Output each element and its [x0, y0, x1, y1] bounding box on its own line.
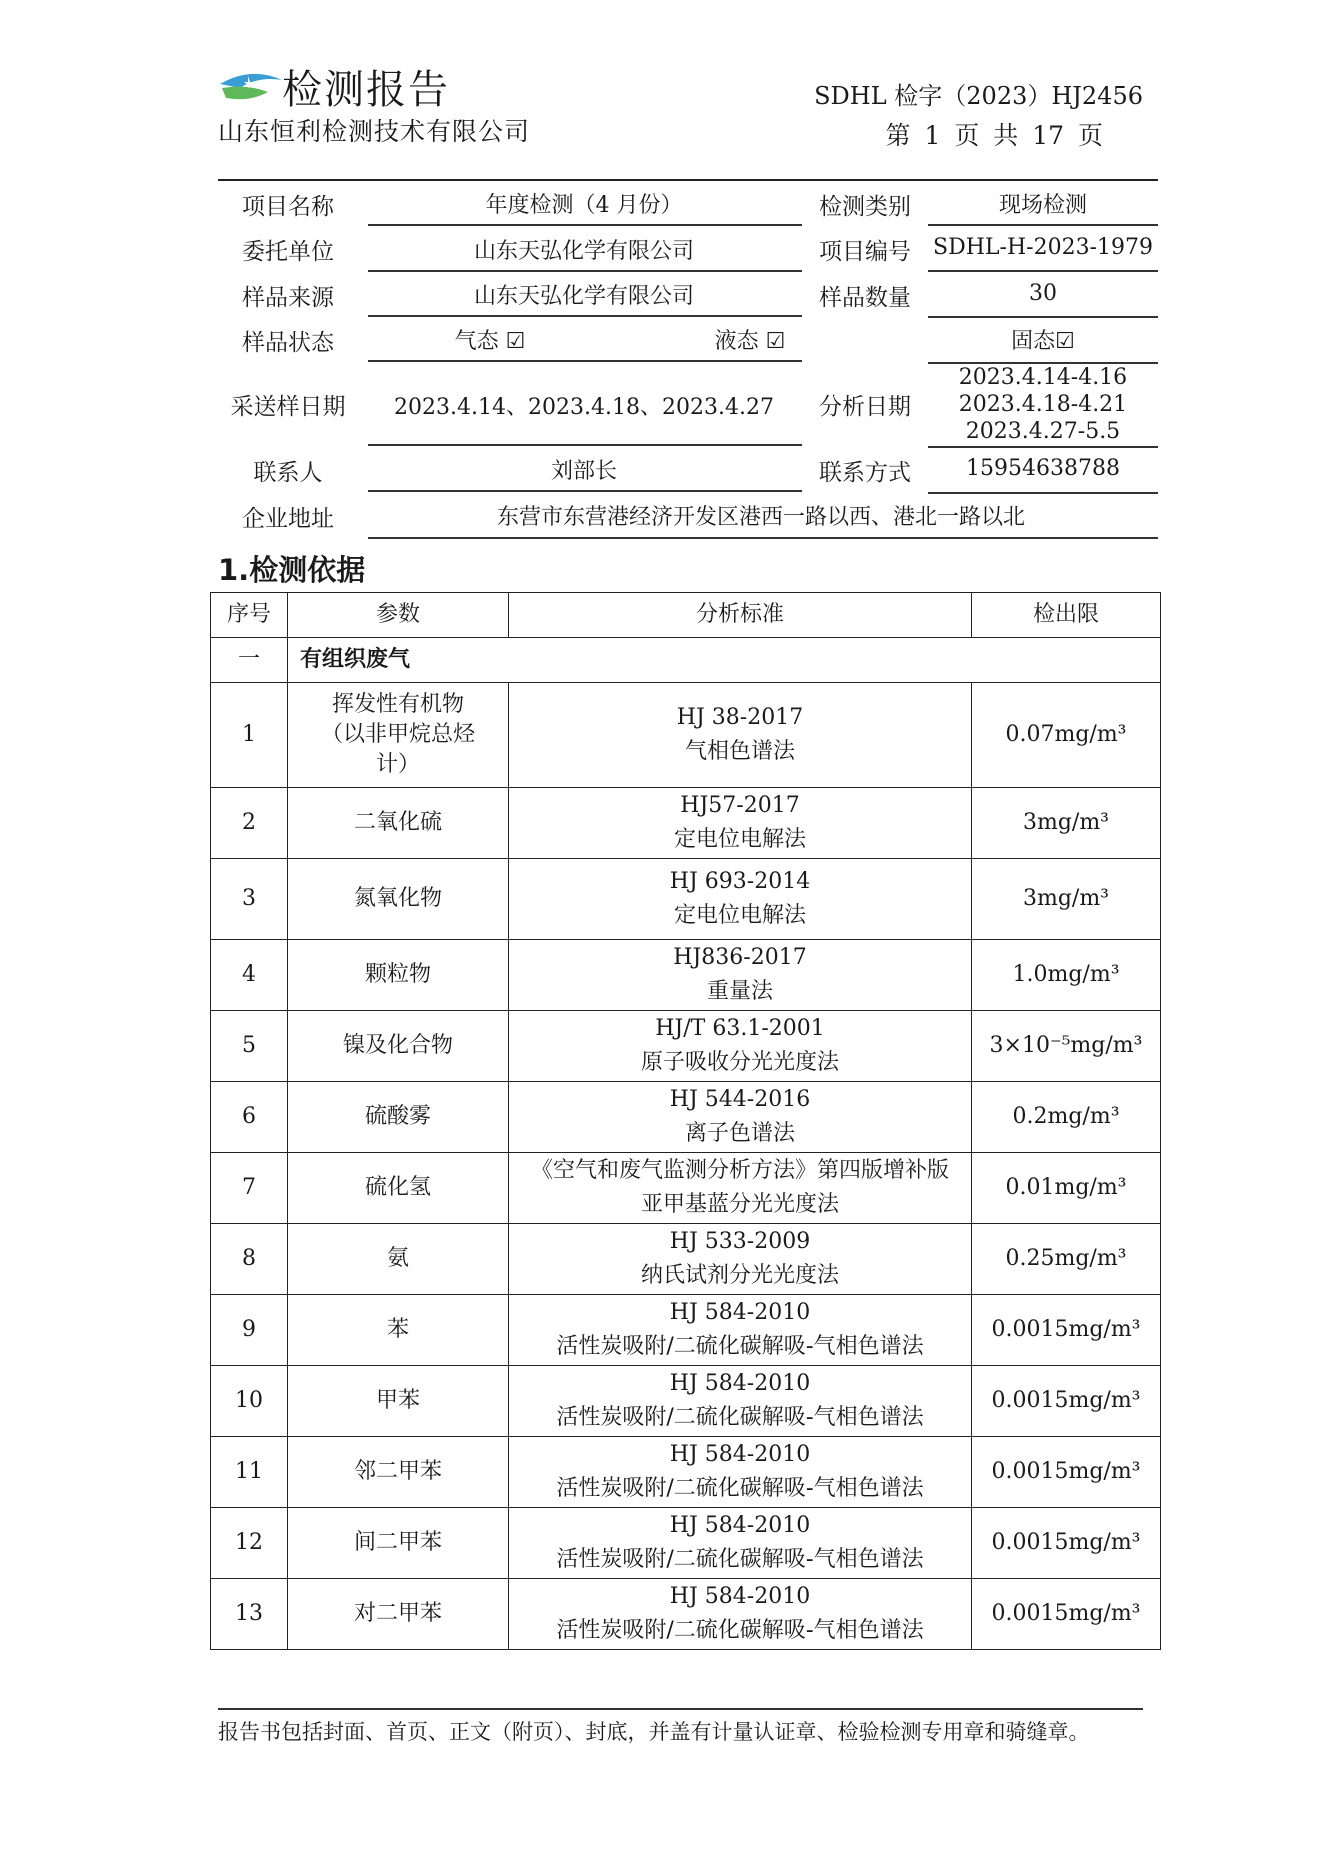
- row-standard: [509, 1082, 972, 1153]
- analysis-date-1: 2023.4.14-4.16: [958, 365, 1128, 390]
- row-standard: [509, 1579, 972, 1650]
- state-gas-checkbox: 气态 ☑: [454, 329, 526, 354]
- standard-method: 活性炭吸附/二硫化碳解吸-气相色谱法: [556, 1476, 924, 1501]
- report-number: SDHL 检字（2023）HJ2456: [814, 82, 1143, 110]
- client-value: 山东天弘化学有限公司: [473, 239, 694, 264]
- footer-note: 报告书包括封面、首页、正文（附页）、封底，并盖有计量认证章、检验检测专用章和骑缝章。: [218, 1720, 1090, 1744]
- row-limit: 3mg/m³: [972, 859, 1161, 940]
- analysis-date-underline: [928, 446, 1158, 448]
- row-standard: [509, 1366, 972, 1437]
- standard-method: 活性炭吸附/二硫化碳解吸-气相色谱法: [556, 1334, 924, 1359]
- project-no-value: SDHL-H-2023-1979: [933, 235, 1153, 260]
- state-liquid-checkbox: 液态 ☑: [714, 329, 786, 354]
- address-underline: [368, 537, 1158, 539]
- row-no: 4: [211, 940, 288, 1011]
- sample-count-underline: [928, 316, 1158, 318]
- table-row: [211, 1011, 1161, 1082]
- row-param: 苯: [288, 1295, 509, 1366]
- row-no: 7: [211, 1153, 288, 1224]
- section-title: 1.检测依据: [218, 553, 366, 587]
- row-param: 对二甲苯: [288, 1579, 509, 1650]
- company-logo-icon: [218, 62, 284, 106]
- footer-divider: [218, 1708, 1143, 1710]
- contact-label: 联系人: [253, 460, 323, 486]
- row-param: 氨: [288, 1224, 509, 1295]
- standard-method: 活性炭吸附/二硫化碳解吸-气相色谱法: [556, 1618, 924, 1643]
- row-no: 5: [211, 1011, 288, 1082]
- row-standard: [509, 1295, 972, 1366]
- standard-method: 定电位电解法: [673, 827, 806, 852]
- sample-source-label: 样品来源: [242, 285, 334, 311]
- standard-code: HJ 584-2010: [669, 1442, 811, 1467]
- row-no: 10: [211, 1366, 288, 1437]
- client-label: 委托单位: [242, 239, 334, 265]
- row-no: 2: [211, 788, 288, 859]
- test-type-value: 现场检测: [998, 193, 1087, 218]
- sampling-date-value: 2023.4.14、2023.4.18、2023.4.27: [394, 395, 774, 420]
- row-param: 间二甲苯: [288, 1508, 509, 1579]
- row-param: 二氧化硫: [288, 788, 509, 859]
- report-title: 检测报告: [282, 67, 450, 113]
- state-solid-checkbox: 固态☑: [1011, 329, 1075, 354]
- row-no: 12: [211, 1508, 288, 1579]
- table-header-row: [211, 593, 1161, 638]
- row-standard: [509, 788, 972, 859]
- header-no: 序号: [211, 593, 288, 638]
- project-name-underline: [368, 224, 802, 226]
- standard-code: HJ 533-2009: [669, 1229, 811, 1254]
- row-limit: 0.2mg/m³: [972, 1082, 1161, 1153]
- row-standard: [509, 1011, 972, 1082]
- test-type-label: 检测类别: [819, 194, 911, 220]
- sample-state-underline: [368, 360, 802, 362]
- row-standard: [509, 1224, 972, 1295]
- standard-code: HJ836-2017: [673, 945, 807, 970]
- row-standard: [509, 859, 972, 940]
- row-param: 镍及化合物: [288, 1011, 509, 1082]
- standard-method: 原子吸收分光光度法: [640, 1050, 839, 1075]
- sampling-date-underline: [368, 444, 802, 446]
- table-row: [211, 1082, 1161, 1153]
- row-limit: 1.0mg/m³: [972, 940, 1161, 1011]
- row-limit: 0.07mg/m³: [972, 683, 1161, 788]
- analysis-date-value: [928, 364, 1158, 445]
- row-no: 9: [211, 1295, 288, 1366]
- header-limit: 检出限: [972, 593, 1161, 638]
- row-param: 硫酸雾: [288, 1082, 509, 1153]
- detection-basis-table: [210, 592, 1161, 1650]
- sample-source-underline: [368, 315, 802, 317]
- standard-code: HJ 584-2010: [669, 1300, 811, 1325]
- table-row: [211, 1508, 1161, 1579]
- info-top-divider: [218, 179, 1158, 181]
- analysis-date-label: 分析日期: [819, 394, 911, 420]
- standard-code: HJ/T 63.1-2001: [655, 1016, 825, 1041]
- sample-count-label: 样品数量: [819, 285, 911, 311]
- row-limit: 0.25mg/m³: [972, 1224, 1161, 1295]
- category-name: 有组织废气: [288, 638, 1161, 683]
- table-row: [211, 1579, 1161, 1650]
- sample-source-value: 山东天弘化学有限公司: [473, 284, 694, 309]
- row-param: 挥发性有机物（以非甲烷总烃计）: [288, 683, 509, 788]
- phone-value: 15954638788: [966, 456, 1120, 481]
- project-name-label: 项目名称: [242, 194, 334, 220]
- row-param: 甲苯: [288, 1366, 509, 1437]
- row-param: 颗粒物: [288, 940, 509, 1011]
- page-info: 第 1 页 共 17 页: [885, 121, 1103, 150]
- row-param: 硫化氢: [288, 1153, 509, 1224]
- contact-value: 刘部长: [550, 459, 617, 484]
- header-standard: 分析标准: [509, 593, 972, 638]
- table-row: [211, 683, 1161, 788]
- table-row: [211, 1437, 1161, 1508]
- standard-method: 活性炭吸附/二硫化碳解吸-气相色谱法: [556, 1547, 924, 1572]
- row-limit: 0.0015mg/m³: [972, 1437, 1161, 1508]
- row-standard: [509, 1437, 972, 1508]
- standard-method: 重量法: [706, 979, 773, 1004]
- header-param: 参数: [288, 593, 509, 638]
- row-limit: 0.0015mg/m³: [972, 1366, 1161, 1437]
- table-row: [211, 1153, 1161, 1224]
- row-limit: 0.0015mg/m³: [972, 1295, 1161, 1366]
- sampling-date-label: 采送样日期: [230, 394, 346, 420]
- row-no: 3: [211, 859, 288, 940]
- test-type-underline: [928, 224, 1158, 226]
- phone-underline: [928, 492, 1158, 494]
- client-underline: [368, 270, 802, 272]
- row-standard: [509, 1508, 972, 1579]
- table-row: [211, 859, 1161, 940]
- row-param: 邻二甲苯: [288, 1437, 509, 1508]
- standard-code: HJ57-2017: [680, 793, 800, 818]
- standard-method: 定电位电解法: [673, 903, 806, 928]
- company-name: 山东恒利检测技术有限公司: [218, 117, 531, 146]
- category-no: 一: [211, 638, 288, 683]
- category-row: [211, 638, 1161, 683]
- table-row: [211, 940, 1161, 1011]
- row-standard: [509, 1153, 972, 1224]
- row-no: 1: [211, 683, 288, 788]
- table-row: [211, 1224, 1161, 1295]
- address-value: 东营市东营港经济开发区港西一路以西、港北一路以北: [496, 505, 1025, 530]
- standard-method: 亚甲基蓝分光光度法: [640, 1192, 839, 1217]
- project-no-label: 项目编号: [819, 239, 911, 265]
- table-row: [211, 1295, 1161, 1366]
- standard-code: HJ 544-2016: [669, 1087, 811, 1112]
- row-no: 6: [211, 1082, 288, 1153]
- row-limit: 0.0015mg/m³: [972, 1508, 1161, 1579]
- standard-code: HJ 584-2010: [669, 1584, 811, 1609]
- sample-state-label: 样品状态: [242, 330, 334, 356]
- phone-label: 联系方式: [819, 460, 911, 486]
- row-no: 13: [211, 1579, 288, 1650]
- row-standard: [509, 683, 972, 788]
- row-no: 11: [211, 1437, 288, 1508]
- project-name-value: 年度检测（4 月份）: [485, 193, 683, 218]
- table-row: [211, 788, 1161, 859]
- standard-method: 活性炭吸附/二硫化碳解吸-气相色谱法: [556, 1405, 924, 1430]
- row-standard: [509, 940, 972, 1011]
- standard-method: 离子色谱法: [684, 1121, 795, 1146]
- sample-count-value: 30: [1029, 281, 1057, 306]
- table-row: [211, 1366, 1161, 1437]
- analysis-date-2: 2023.4.18-4.21: [958, 392, 1128, 417]
- standard-code: HJ 584-2010: [669, 1513, 811, 1538]
- row-limit: 3mg/m³: [972, 788, 1161, 859]
- contact-underline: [368, 490, 802, 492]
- analysis-date-3: 2023.4.27-5.5: [965, 419, 1121, 444]
- row-param: 氮氧化物: [288, 859, 509, 940]
- standard-method: 纳氏试剂分光光度法: [640, 1263, 839, 1288]
- standard-code: HJ 38-2017: [676, 705, 804, 730]
- address-label: 企业地址: [242, 506, 334, 532]
- project-no-underline: [928, 270, 1158, 272]
- standard-code: HJ 693-2014: [669, 869, 811, 894]
- standard-method: 气相色谱法: [684, 739, 795, 764]
- standard-code: HJ 584-2010: [669, 1371, 811, 1396]
- standard-code: 《空气和废气监测分析方法》第四版增补版: [530, 1158, 949, 1183]
- row-limit: 3×10⁻⁵mg/m³: [972, 1011, 1161, 1082]
- row-limit: 0.0015mg/m³: [972, 1579, 1161, 1650]
- row-limit: 0.01mg/m³: [972, 1153, 1161, 1224]
- row-no: 8: [211, 1224, 288, 1295]
